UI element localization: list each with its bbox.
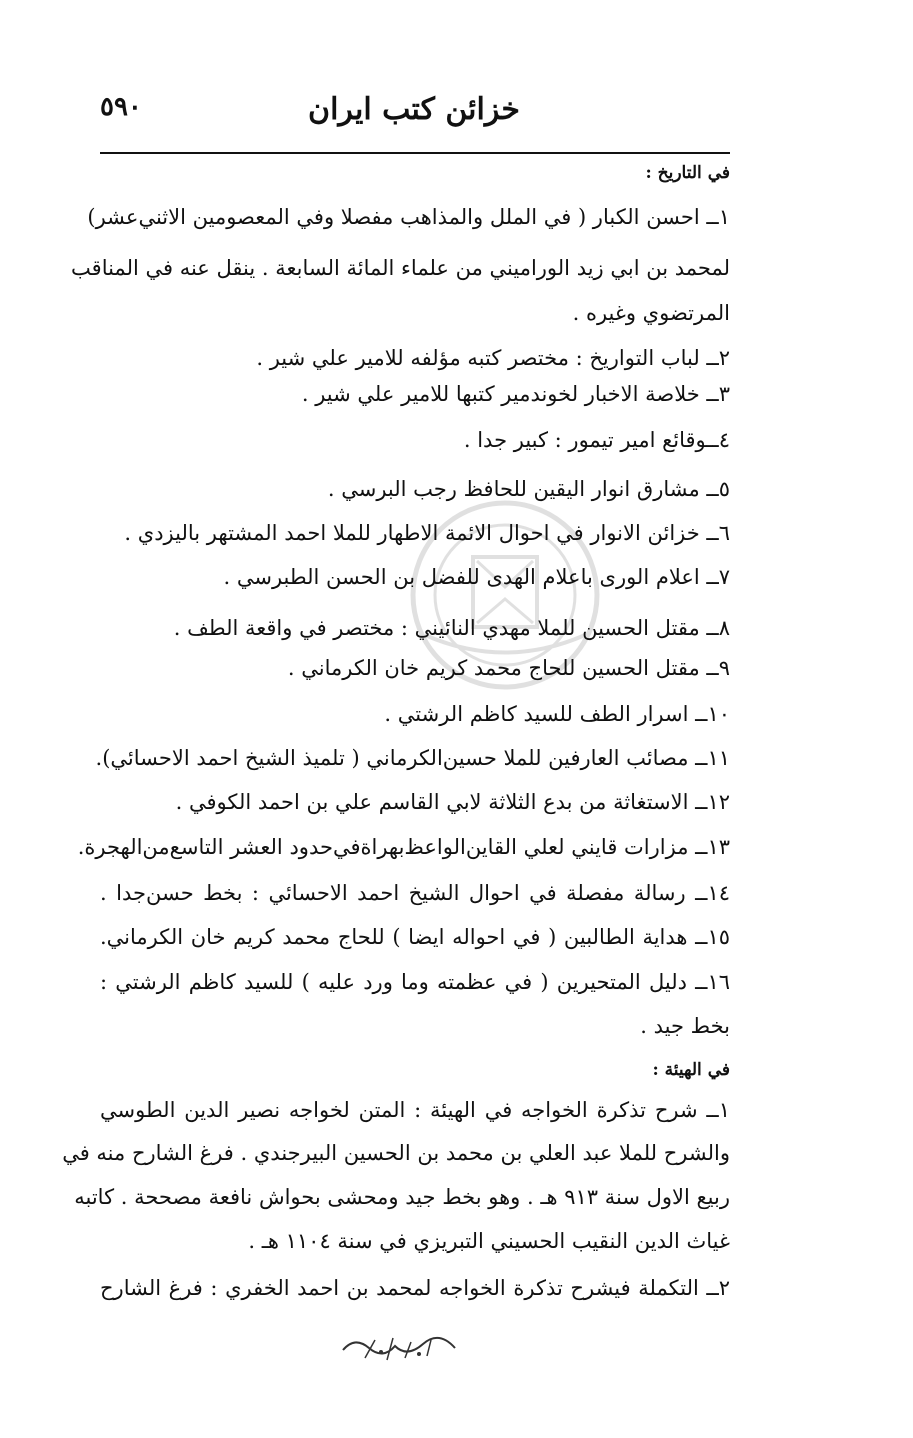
history-entry-7: ٧ــ اعلام الورى باعلام الهدى للفضل بن الحسن الطبرسي .: [223, 565, 730, 589]
history-entry-13: ١٣ــ مزارات قايني لعلي القاين‌الواعظ‌بهراة‌في‌حدود العشر التاسع‌من‌الهجرة.: [77, 835, 730, 859]
astronomy-entry-1-line-3: ربيع الاول سنة ٩١٣ هـ . وهو بخط جيد ومحشى بحواش نافعة مصححة . كاتبه: [74, 1185, 730, 1209]
header-rule: [100, 152, 730, 154]
running-title: خزائن كتب ايران: [308, 92, 520, 127]
history-entry-8: ٨ــ مقتل الحسين للملا مهدي النائيني : مختصر في واقعة الطف .: [173, 616, 730, 640]
history-entry-1-line-3: المرتضوي وغيره .: [572, 301, 730, 325]
history-entry-3: ٣ــ خلاصة الاخبار لخوندمير كتبها للامير علي شير .: [301, 382, 730, 406]
history-entry-10: ١٠ــ اسرار الطف للسيد كاظم الرشتي .: [384, 702, 730, 726]
history-entry-2: ٢ــ لباب التواريخ : مختصر كتبه مؤلفه للامير علي شير .: [256, 346, 730, 370]
history-entry-1-line-1: ١ــ احسن الكبار ( في الملل والمذاهب مفصلا وفي المعصومين الاثني‌عشر): [87, 205, 730, 229]
history-entry-6: ٦ــ خزائن الانوار في احوال الائمة الاطهار للملا احمد المشتهر باليزدي .: [124, 521, 730, 545]
history-entry-14: ١٤ــ رسالة مفصلة في احوال الشيخ احمد الاحسائي : بخط حسن‌جدا .: [100, 881, 730, 905]
history-entry-11: ١١ــ مصائب العارفين للملا حسين‌الكرماني ( تلميذ الشيخ احمد الاحسائي).: [95, 746, 730, 770]
astronomy-entry-2-line-1: ٢ــ التكملة فيشرح تذكرة الخواجه لمحمد بن احمد الخفري : فرغ الشارح: [100, 1276, 730, 1300]
section-heading-history: في التاريخ :: [645, 163, 730, 183]
page-number: ٥٩٠: [100, 92, 142, 122]
section-heading-astronomy: في الهيئة :: [652, 1060, 730, 1080]
astronomy-entry-1-line-1: ١ــ شرح تذكرة الخواجه في الهيئة : المتن لخواجه نصير الدين الطوسي: [100, 1098, 730, 1122]
history-entry-16-line-2: بخط جيد .: [640, 1014, 730, 1038]
history-entry-4: ٤ــوقائع امير تيمور : كبير جدا .: [463, 428, 730, 452]
history-entry-16-line-1: ١٦ــ دليل المتحيرين ( في عظمته وما ورد عليه ) للسيد كاظم الرشتي :: [100, 970, 730, 994]
history-entry-12: ١٢ــ الاستغاثة من بدع الثلاثة لابي القاسم علي بن احمد الكوفي .: [175, 790, 730, 814]
history-entry-9: ٩ــ مقتل الحسين للحاج محمد كريم خان الكرماني .: [287, 656, 730, 680]
ink-smudge-ornament: [335, 1328, 465, 1368]
history-entry-1-line-2: لمحمد بن ابي زيد الوراميني من علماء المائة السابعة . ينقل عنه في المناقب: [71, 256, 730, 280]
astronomy-entry-1-line-2: والشرح للملا عبد العلي بن محمد بن الحسين البيرجندي . فرغ الشارح منه في: [62, 1141, 730, 1165]
history-entry-5: ٥ــ مشارق انوار اليقين للحافظ رجب البرسي .: [327, 477, 730, 501]
page-header: [100, 92, 728, 142]
astronomy-entry-1-line-4: غياث الدين النقيب الحسيني التبريزي في سنة ١١٠٤ هـ .: [248, 1229, 730, 1253]
history-entry-15: ١٥ــ هداية الطالبين ( في احواله ايضا ) للحاج محمد كريم خان الكرماني.: [100, 925, 730, 949]
